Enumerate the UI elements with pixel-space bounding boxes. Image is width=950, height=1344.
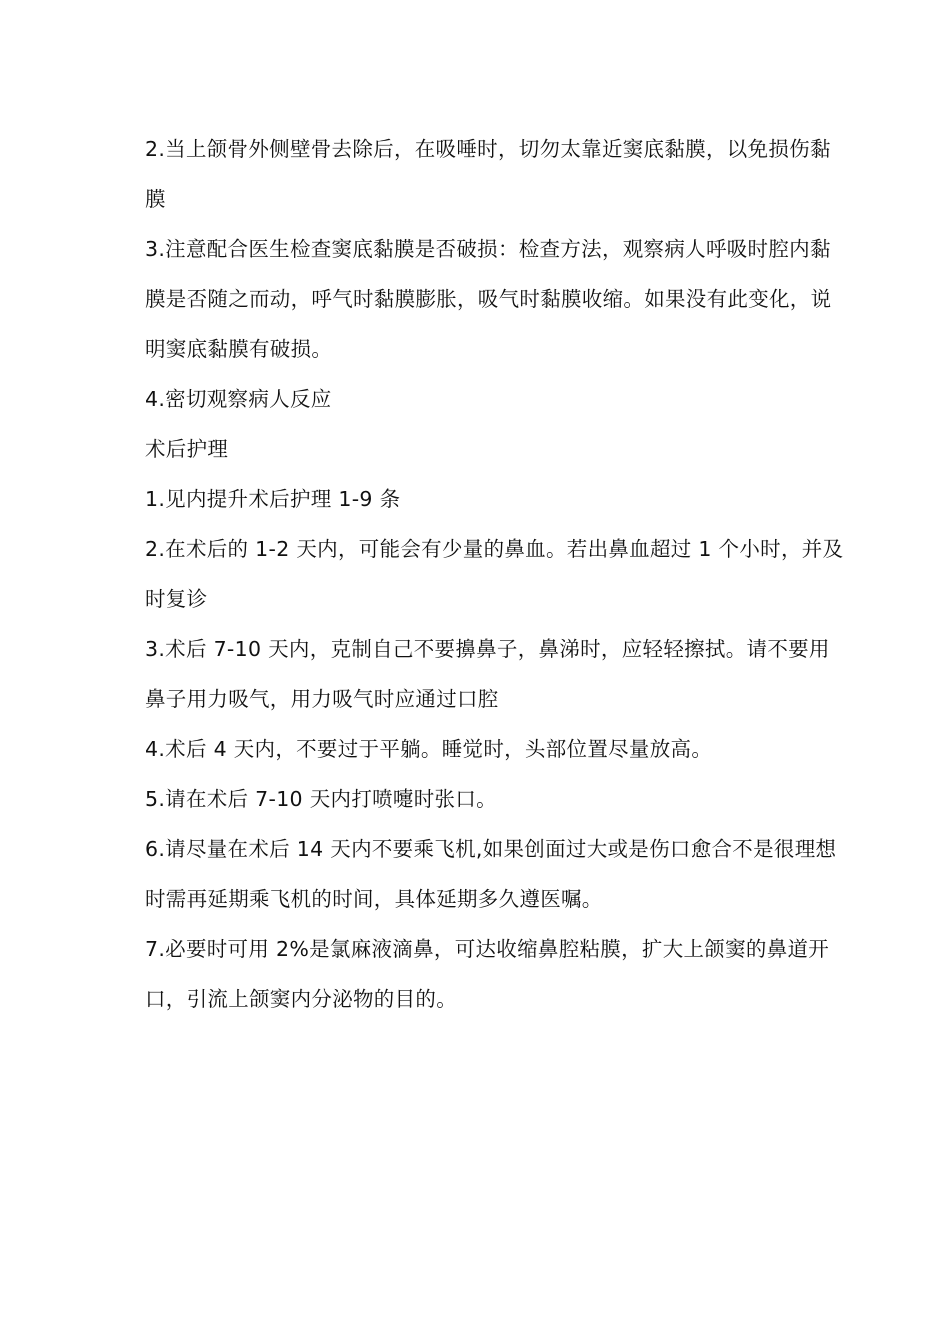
paragraph-postop-7: 7.必要时可用 2%是氯麻液滴鼻，可达收缩鼻腔粘膜，扩大上颌窦的鼻道开口，引流上颌窦内分泌物的目的。 — [145, 937, 830, 1011]
section-heading-postop-care: 术后护理 — [145, 437, 229, 461]
paragraph-postop-1: 1.见内提升术后护理 1-9 条 — [145, 487, 401, 511]
paragraph-postop-5: 5.请在术后 7-10 天内打喷嚏时张口。 — [145, 787, 497, 811]
paragraph-step-2-sinus-membrane: 2.当上颌骨外侧壁骨去除后，在吸唾时，切勿太靠近窦底黏膜，以免损伤黏膜 — [145, 137, 831, 211]
paragraph-step-3-check-membrane: 3.注意配合医生检查窦底黏膜是否破损：检查方法，观察病人呼吸时腔内黏膜是否随之而动，呼气时黏膜膨胀，吸气时黏膜收缩。如果没有此变化，说明窦底黏膜有破损。 — [145, 237, 832, 361]
paragraph-postop-2: 2.在术后的 1-2 天内，可能会有少量的鼻血。若出鼻血超过 1 个小时，并及时复诊 — [145, 537, 844, 611]
document-body — [145, 124, 845, 1024]
paragraph-postop-3: 3.术后 7-10 天内，克制自己不要擤鼻子，鼻涕时，应轻轻擦拭。请不要用鼻子用力吸气，用力吸气时应通过口腔 — [145, 637, 830, 711]
paragraph-postop-6: 6.请尽量在术后 14 天内不要乘飞机,如果创面过大或是伤口愈合不是很理想时需再延期乘飞机的时间，具体延期多久遵医嘱。 — [145, 837, 837, 911]
paragraph-step-4-observe-reaction: 4.密切观察病人反应 — [145, 387, 332, 411]
paragraph-postop-4: 4.术后 4 天内，不要过于平躺。睡觉时，头部位置尽量放高。 — [145, 737, 713, 761]
